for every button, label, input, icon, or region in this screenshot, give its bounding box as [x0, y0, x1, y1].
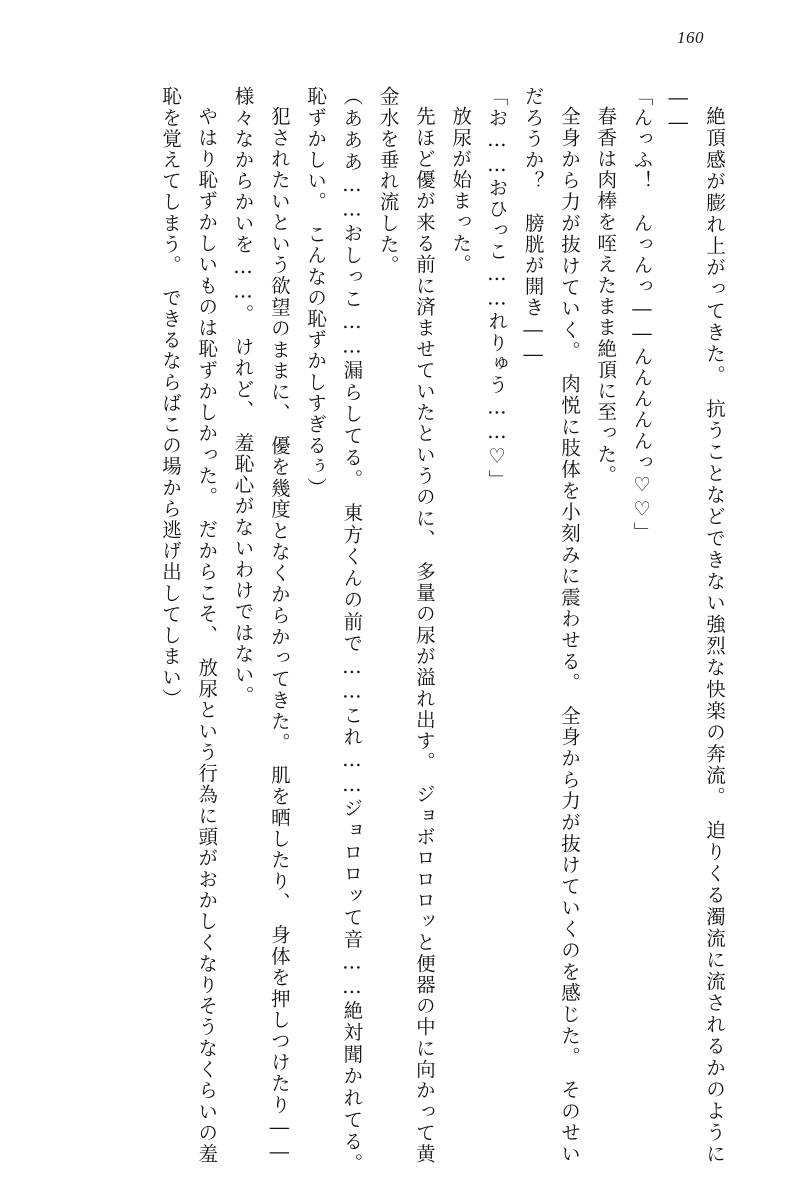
paragraph: 絶頂感が膨れ上がってきた。 抗うことなどできない強烈な快楽の奔流。 迫りくる濁流に流されるかのように――	[666, 86, 726, 1164]
paragraph: 放尿が始まった。	[449, 105, 473, 275]
paragraph: 春香は肉棒を咥えたまま絶頂に至った。	[594, 105, 618, 486]
page-body	[36, 86, 732, 1186]
paragraph: 先ほど優が来る前に済ませていたというのに、 多量の尿が溢れ出す。 ジョボロロロッと便器の中に向かって黄金水を垂れ流した。	[376, 86, 436, 1164]
paragraph: やはり恥ずかしいものは恥ずかしかった。 だからこそ、 放尿という行為に頭がおかしくなりそうなくらいの羞恥を覚えてしまう。 できるならばこの場から逃げ出してしまい）	[159, 86, 219, 1164]
paragraph: 全身から力が抜けていく。 肉悦に肢体を小刻みに震わせる。 全身から力が抜けていくのを感じた。 そのせいだろうか？ 膀胱が開き――	[521, 86, 581, 1164]
vertical-text-block	[36, 86, 732, 1186]
paragraph: 「お……おひっこ……れりゅう……♡」	[485, 86, 509, 491]
paragraph: 犯されたいという欲望のままに、 優を幾度となくからかってきた。 肌を晒したり、 身体を押しつけたり―― 様々なからかいを……。 けれど、 羞恥心がないわけではない。	[231, 86, 291, 1186]
page-number: 160	[677, 28, 704, 47]
paragraph: （あああ……おしっこ……漏らしてる。 東方くんの前で……これ……ジョロロッて音……絶対聞かれてる。 恥ずかしい。 こんなの恥ずかしすぎるぅ）	[304, 86, 364, 1186]
paragraph: 「んっふ！ んっんっ――んんんんんっ♡♡」	[630, 86, 654, 544]
